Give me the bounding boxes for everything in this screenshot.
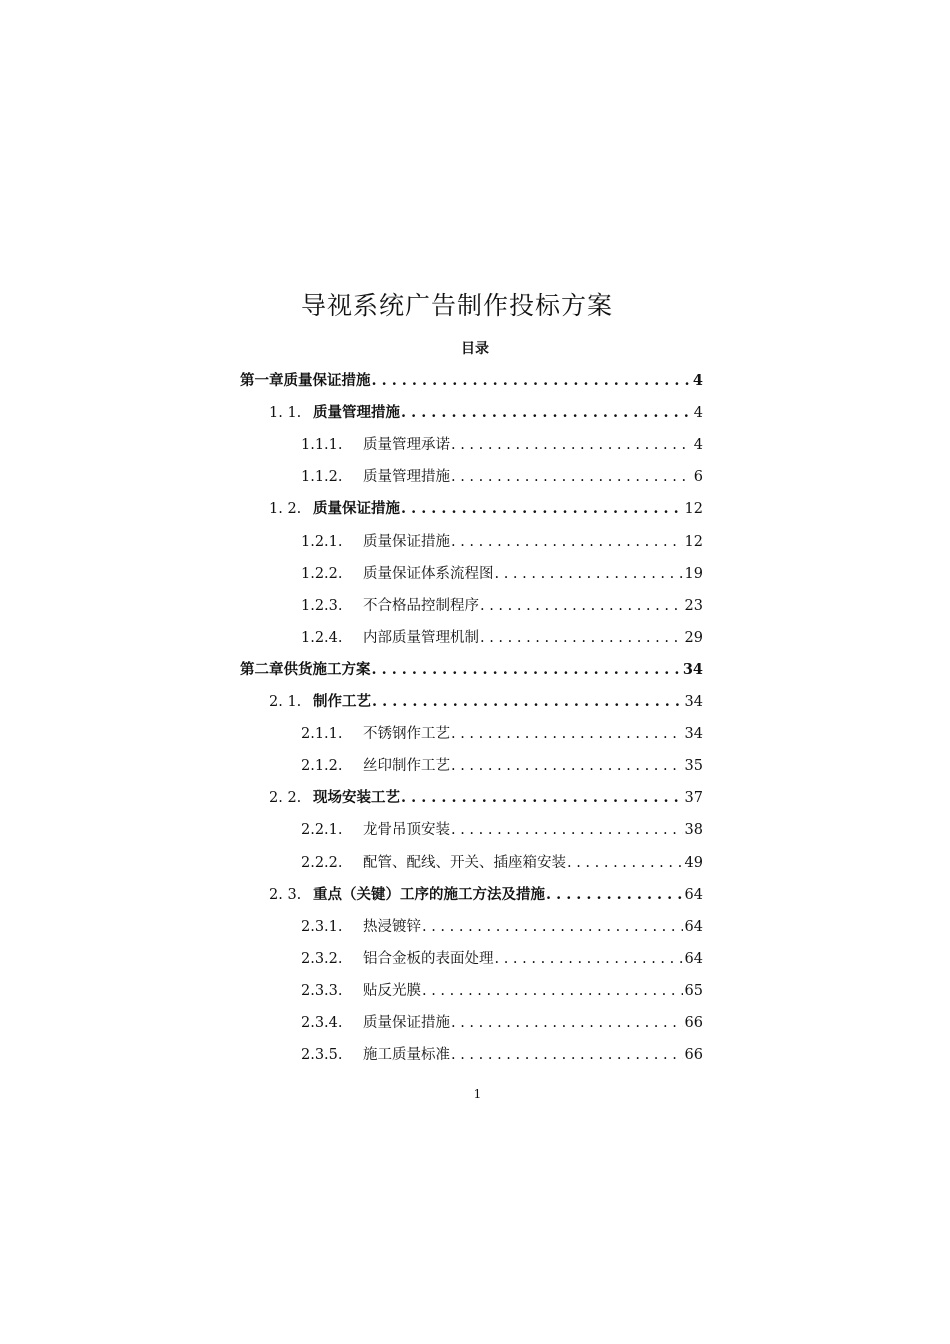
toc-entry-page: 6	[693, 469, 703, 486]
toc-entry[interactable]	[301, 429, 703, 461]
toc-entry-page: 29	[684, 629, 703, 646]
toc-entry-page: 4	[693, 405, 703, 422]
toc-entry[interactable]	[301, 526, 703, 558]
toc-entry-title: 第二章供货施工方案	[240, 660, 371, 678]
toc-leader-dots	[422, 975, 683, 1007]
toc-entry-title: 内部质量管理机制	[363, 629, 479, 646]
toc-entry-page: 4	[693, 437, 703, 454]
toc-entry-number: 2.2.2.	[301, 854, 343, 871]
toc-entry-title: 铝合金板的表面处理	[363, 950, 494, 967]
toc-entry-title: 制作工艺	[313, 693, 371, 710]
toc-entry-page: 12	[684, 501, 703, 518]
toc-leader-dots	[401, 782, 683, 814]
page-number: 1	[473, 1087, 482, 1101]
toc-entry[interactable]	[301, 622, 703, 654]
toc-leader-dots	[495, 558, 683, 590]
toc-entry-title: 质量保证措施	[363, 533, 450, 550]
toc-entry-title: 配管、配线、开关、插座箱安装	[363, 854, 566, 871]
toc-entry-number: 1.2.1.	[301, 533, 343, 550]
toc-entry[interactable]	[240, 654, 703, 686]
toc-entry-number: 2.3.5.	[301, 1047, 343, 1064]
toc-entry-page: 12	[684, 533, 703, 550]
toc-entry[interactable]	[301, 911, 703, 943]
toc-entry-page: 49	[684, 854, 703, 871]
toc-leader-dots	[567, 847, 683, 879]
toc-entry-title: 质量保证措施	[313, 500, 400, 518]
toc-leader-dots	[451, 429, 692, 461]
toc-leader-dots	[546, 879, 683, 911]
toc-entry-number: 2.3.3.	[301, 982, 343, 999]
toc-entry[interactable]	[301, 943, 703, 975]
document-title: 导视系统广告制作投标方案	[300, 291, 613, 320]
toc-entry-title: 质量管理措施	[313, 404, 400, 422]
toc-entry-page: 64	[684, 918, 703, 935]
toc-entry[interactable]	[269, 686, 703, 718]
toc-entry-title: 质量保证体系流程图	[363, 565, 494, 582]
toc-leader-dots	[451, 718, 683, 750]
toc-entry[interactable]	[301, 1007, 703, 1039]
toc-entry-number: 2.2.1.	[301, 822, 343, 839]
toc-leader-dots	[451, 1007, 683, 1039]
toc-entry-title: 重点（关键）工序的施工方法及措施	[313, 885, 545, 903]
toc-entry-page: 64	[684, 950, 703, 967]
toc-entry-page: 66	[684, 1015, 703, 1031]
toc-entry-title: 不合格品控制程序	[363, 597, 479, 614]
toc-entry[interactable]	[269, 397, 703, 429]
toc-entry-number: 2. 1.	[269, 694, 302, 710]
toc-entry-title: 不锈钢作工艺	[363, 726, 450, 743]
toc-leader-dots	[372, 365, 691, 397]
toc-leader-dots	[401, 493, 683, 525]
toc-entry[interactable]	[301, 847, 703, 879]
toc-entry-title: 丝印制作工艺	[363, 758, 450, 775]
toc-leader-dots	[451, 526, 683, 558]
toc-entry[interactable]	[301, 750, 703, 782]
toc-entry-number: 1.2.3.	[301, 597, 343, 614]
table-of-contents	[0, 365, 950, 1075]
toc-entry-page: 65	[684, 982, 703, 999]
toc-entry[interactable]	[301, 590, 703, 622]
toc-leader-dots	[372, 686, 683, 718]
toc-entry-number: 1.2.2.	[301, 565, 343, 582]
toc-entry-page: 4	[692, 372, 703, 389]
toc-leader-dots	[451, 1039, 683, 1071]
toc-entry-title: 热浸镀锌	[363, 918, 421, 935]
toc-entry-page: 38	[684, 822, 703, 839]
toc-leader-dots	[401, 397, 692, 429]
toc-entry-page: 34	[682, 660, 703, 678]
toc-entry[interactable]	[269, 879, 703, 911]
toc-entry-page: 19	[684, 565, 703, 582]
toc-entry-number: 1.1.1.	[301, 437, 343, 454]
toc-entry-title: 龙骨吊顶安装	[363, 822, 450, 839]
toc-entry-number: 1.1.2.	[301, 469, 343, 486]
toc-entry-page: 34	[684, 694, 703, 710]
toc-entry-page: 23	[684, 597, 703, 614]
toc-entry-number: 2. 3.	[269, 886, 302, 903]
toc-entry-title: 第一章质量保证措施	[240, 372, 371, 389]
toc-entry[interactable]	[269, 493, 703, 525]
toc-leader-dots	[422, 911, 683, 943]
toc-entry-title: 质量管理措施	[363, 469, 450, 486]
toc-entry-number: 2.3.1.	[301, 918, 343, 935]
toc-entry-page: 37	[684, 790, 703, 807]
toc-entry[interactable]	[301, 718, 703, 750]
toc-entry[interactable]	[301, 975, 703, 1007]
toc-leader-dots	[480, 622, 683, 654]
toc-entry[interactable]	[240, 365, 703, 397]
toc-entry-page: 66	[684, 1047, 703, 1064]
toc-entry-title: 现场安装工艺	[313, 789, 400, 807]
toc-leader-dots	[451, 461, 692, 493]
toc-entry-number: 2.1.1.	[301, 726, 343, 743]
toc-entry[interactable]	[301, 814, 703, 846]
toc-entry[interactable]	[269, 782, 703, 814]
toc-entry-number: 1. 1.	[269, 405, 302, 422]
toc-entry-number: 2. 2.	[269, 790, 302, 807]
toc-entry-page: 34	[684, 726, 703, 743]
toc-entry[interactable]	[301, 461, 703, 493]
toc-entry[interactable]	[301, 1039, 703, 1071]
toc-entry-title: 施工质量标准	[363, 1047, 450, 1064]
toc-entry-title: 质量保证措施	[363, 1015, 450, 1031]
toc-entry-page: 64	[684, 886, 703, 903]
toc-entry-title: 质量管理承诺	[363, 437, 450, 454]
toc-entry-page: 35	[684, 758, 703, 775]
toc-entry[interactable]	[301, 558, 703, 590]
toc-entry-number: 2.1.2.	[301, 758, 343, 775]
toc-entry-number: 2.3.2.	[301, 950, 343, 967]
toc-entry-number: 2.3.4.	[301, 1015, 343, 1031]
toc-leader-dots	[480, 590, 683, 622]
toc-leader-dots	[495, 943, 683, 975]
toc-leader-dots	[451, 814, 683, 846]
toc-entry-number: 1. 2.	[269, 501, 302, 518]
toc-heading: 目录	[461, 341, 489, 357]
toc-entry-number: 1.2.4.	[301, 629, 343, 646]
toc-leader-dots	[451, 750, 683, 782]
toc-entry-title: 贴反光膜	[363, 982, 421, 999]
toc-leader-dots	[372, 654, 681, 686]
